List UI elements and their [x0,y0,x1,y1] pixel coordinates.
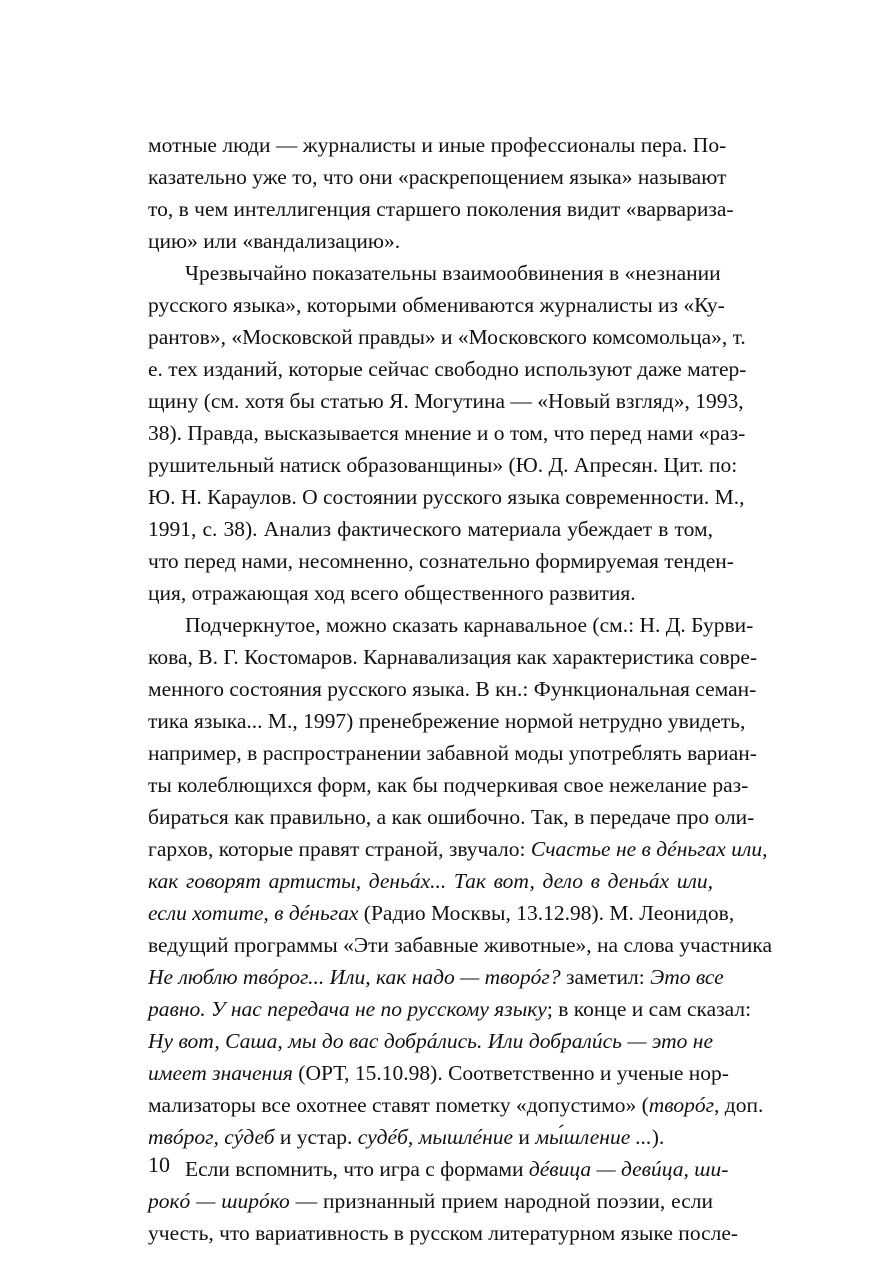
text-line [148,1121,713,1153]
text-segment: — признанный прием народной поэзии, если [289,1189,713,1213]
text-segment: цию» или «вандализацию». [148,229,401,253]
italic-segment: Счастье не в дéньгах или, [530,837,768,861]
text-line [148,257,721,289]
text-line [148,705,746,737]
text-segment: заметил: [560,965,651,989]
italic-segment: если хотите, в дéньгах [148,901,359,925]
text-line [148,801,755,833]
text-segment: кова, В. Г. Костомаров. Карнавализация как характеристика совре- [148,645,758,669]
italic-segment: рокó — ширóко [148,1189,290,1213]
text-segment: (ОРТ, 15.10.98). Соответственно и ученые нор- [292,1061,729,1085]
text-segment: и [513,1125,536,1149]
italic-segment: Ну вот, Саша, мы до вас добрáлись. Или добралúсь — это не [148,1029,713,1053]
text-line [148,513,713,545]
text-segment: ты колеблющихся форм, как бы подчеркивая свое нежелание раз- [148,773,749,797]
text-segment: Подчеркнутое, можно сказать карнавальное (см.: Н. Д. Бурви- [185,613,754,637]
text-segment: тика языка... М., 1997) пренебрежение нормой нетрудно увидеть, [148,709,746,733]
text-line [148,353,747,385]
text-line [148,865,713,897]
italic-segment: твóрог, сýдеб [148,1125,275,1149]
text-line [148,929,772,961]
text-line [148,481,745,513]
italic-segment: Не люблю твóрог... Или, как надо — творóг? [148,965,561,989]
text-line [148,609,754,641]
text-line [148,193,734,225]
text-line [148,833,768,865]
text-line [148,673,757,705]
text-line [148,321,746,353]
italic-segment: творóг [648,1093,714,1117]
text-segment: Если вспомнить, что игра с формами [185,1157,529,1181]
italic-segment: имеет значения [148,1061,293,1085]
text-line [148,1217,739,1249]
text-segment: рантов», «Московской правды» и «Московского комсомольца», т. [148,325,746,349]
text-line [148,993,752,1025]
text-segment: Чрезвычайно показательны взаимообвинения в «незнании [185,261,721,285]
text-segment: то, в чем интеллигенция старшего поколения видит «варвариза- [148,197,734,221]
text-line [148,385,744,417]
text-segment: 1991, с. 38). Анализ фактического материала убеждает в том, [148,517,713,541]
text-segment: щину (см. хотя бы статью Я. Могутина — «Новый взгляд», 1993, [148,389,744,413]
text-line [148,449,738,481]
text-line [148,1057,729,1089]
text-segment: гархов, которые правят страной, звучало: [148,837,531,861]
italic-segment: как говорят артисты, деньáх... Так вот, дело в деньáх или, [148,869,713,893]
text-segment: (Радио Москвы, 13.12.98). М. Леонидов, [358,901,735,925]
text-line [148,1025,713,1057]
text-line [148,1185,713,1217]
page-number: 10 [148,1152,170,1177]
text-segment: Ю. Н. Караулов. О состоянии русского языка современности. М., [148,485,745,509]
text-segment: бираться как правильно, а как ошибочно. Так, в передаче про оли- [148,805,755,829]
text-segment: ). [651,1125,665,1149]
italic-segment: судéб, мышлéние [357,1125,514,1149]
text-line [148,577,713,609]
text-segment: и устар. [274,1125,358,1149]
text-line [148,545,734,577]
text-segment: мализаторы все охотнее ставят пометку «допустимо» ( [148,1093,649,1117]
text-segment: русского языка», которыми обмениваются журналисты из «Ку- [148,293,725,317]
text-segment: ведущий программы «Эти забавные животные», на слова участника [148,933,772,957]
text-segment: казательно уже то, что они «раскрепощением языка» называют [148,165,727,189]
text-line [148,417,746,449]
text-line [148,641,758,673]
text-segment: ция, отражающая ход всего общественного развития. [148,581,636,605]
italic-segment: дéвица — девúца, ши- [528,1157,729,1181]
text-segment: , доп. [714,1093,764,1117]
text-line [148,1153,729,1185]
italic-segment: равно. У нас передача не по русскому языку [148,997,547,1021]
italic-segment: Это все [650,965,724,989]
text-segment: менного состояния русского языка. В кн.: Функциональная семан- [148,677,757,701]
italic-segment: мы́шление ... [535,1125,652,1149]
text-line [148,897,735,929]
text-segment: рушительный натиск образованщины» (Ю. Д. Апресян. Цит. по: [148,453,738,477]
text-line [148,225,713,257]
text-line [148,769,749,801]
text-segment: 38). Правда, высказывается мнение и о том, что перед нами «раз- [148,421,746,445]
text-segment: учесть, что вариативность в русском литературном языке после- [148,1221,739,1245]
text-line [148,1089,764,1121]
text-segment: например, в распространении забавной моды употреблять вариан- [148,741,757,765]
text-segment: е. тех изданий, которые сейчас свободно используют даже матер- [148,357,747,381]
body-text [148,129,772,1249]
text-line [148,737,757,769]
text-line [148,961,724,993]
text-segment: мотные люди — журналисты и иные профессионалы пера. По- [148,133,727,157]
text-line [148,129,727,161]
text-line [148,161,727,193]
text-line [148,289,725,321]
text-segment: что перед нами, несомненно, сознательно формируемая тенден- [148,549,734,573]
text-segment: ; в конце и сам сказал: [546,997,752,1021]
